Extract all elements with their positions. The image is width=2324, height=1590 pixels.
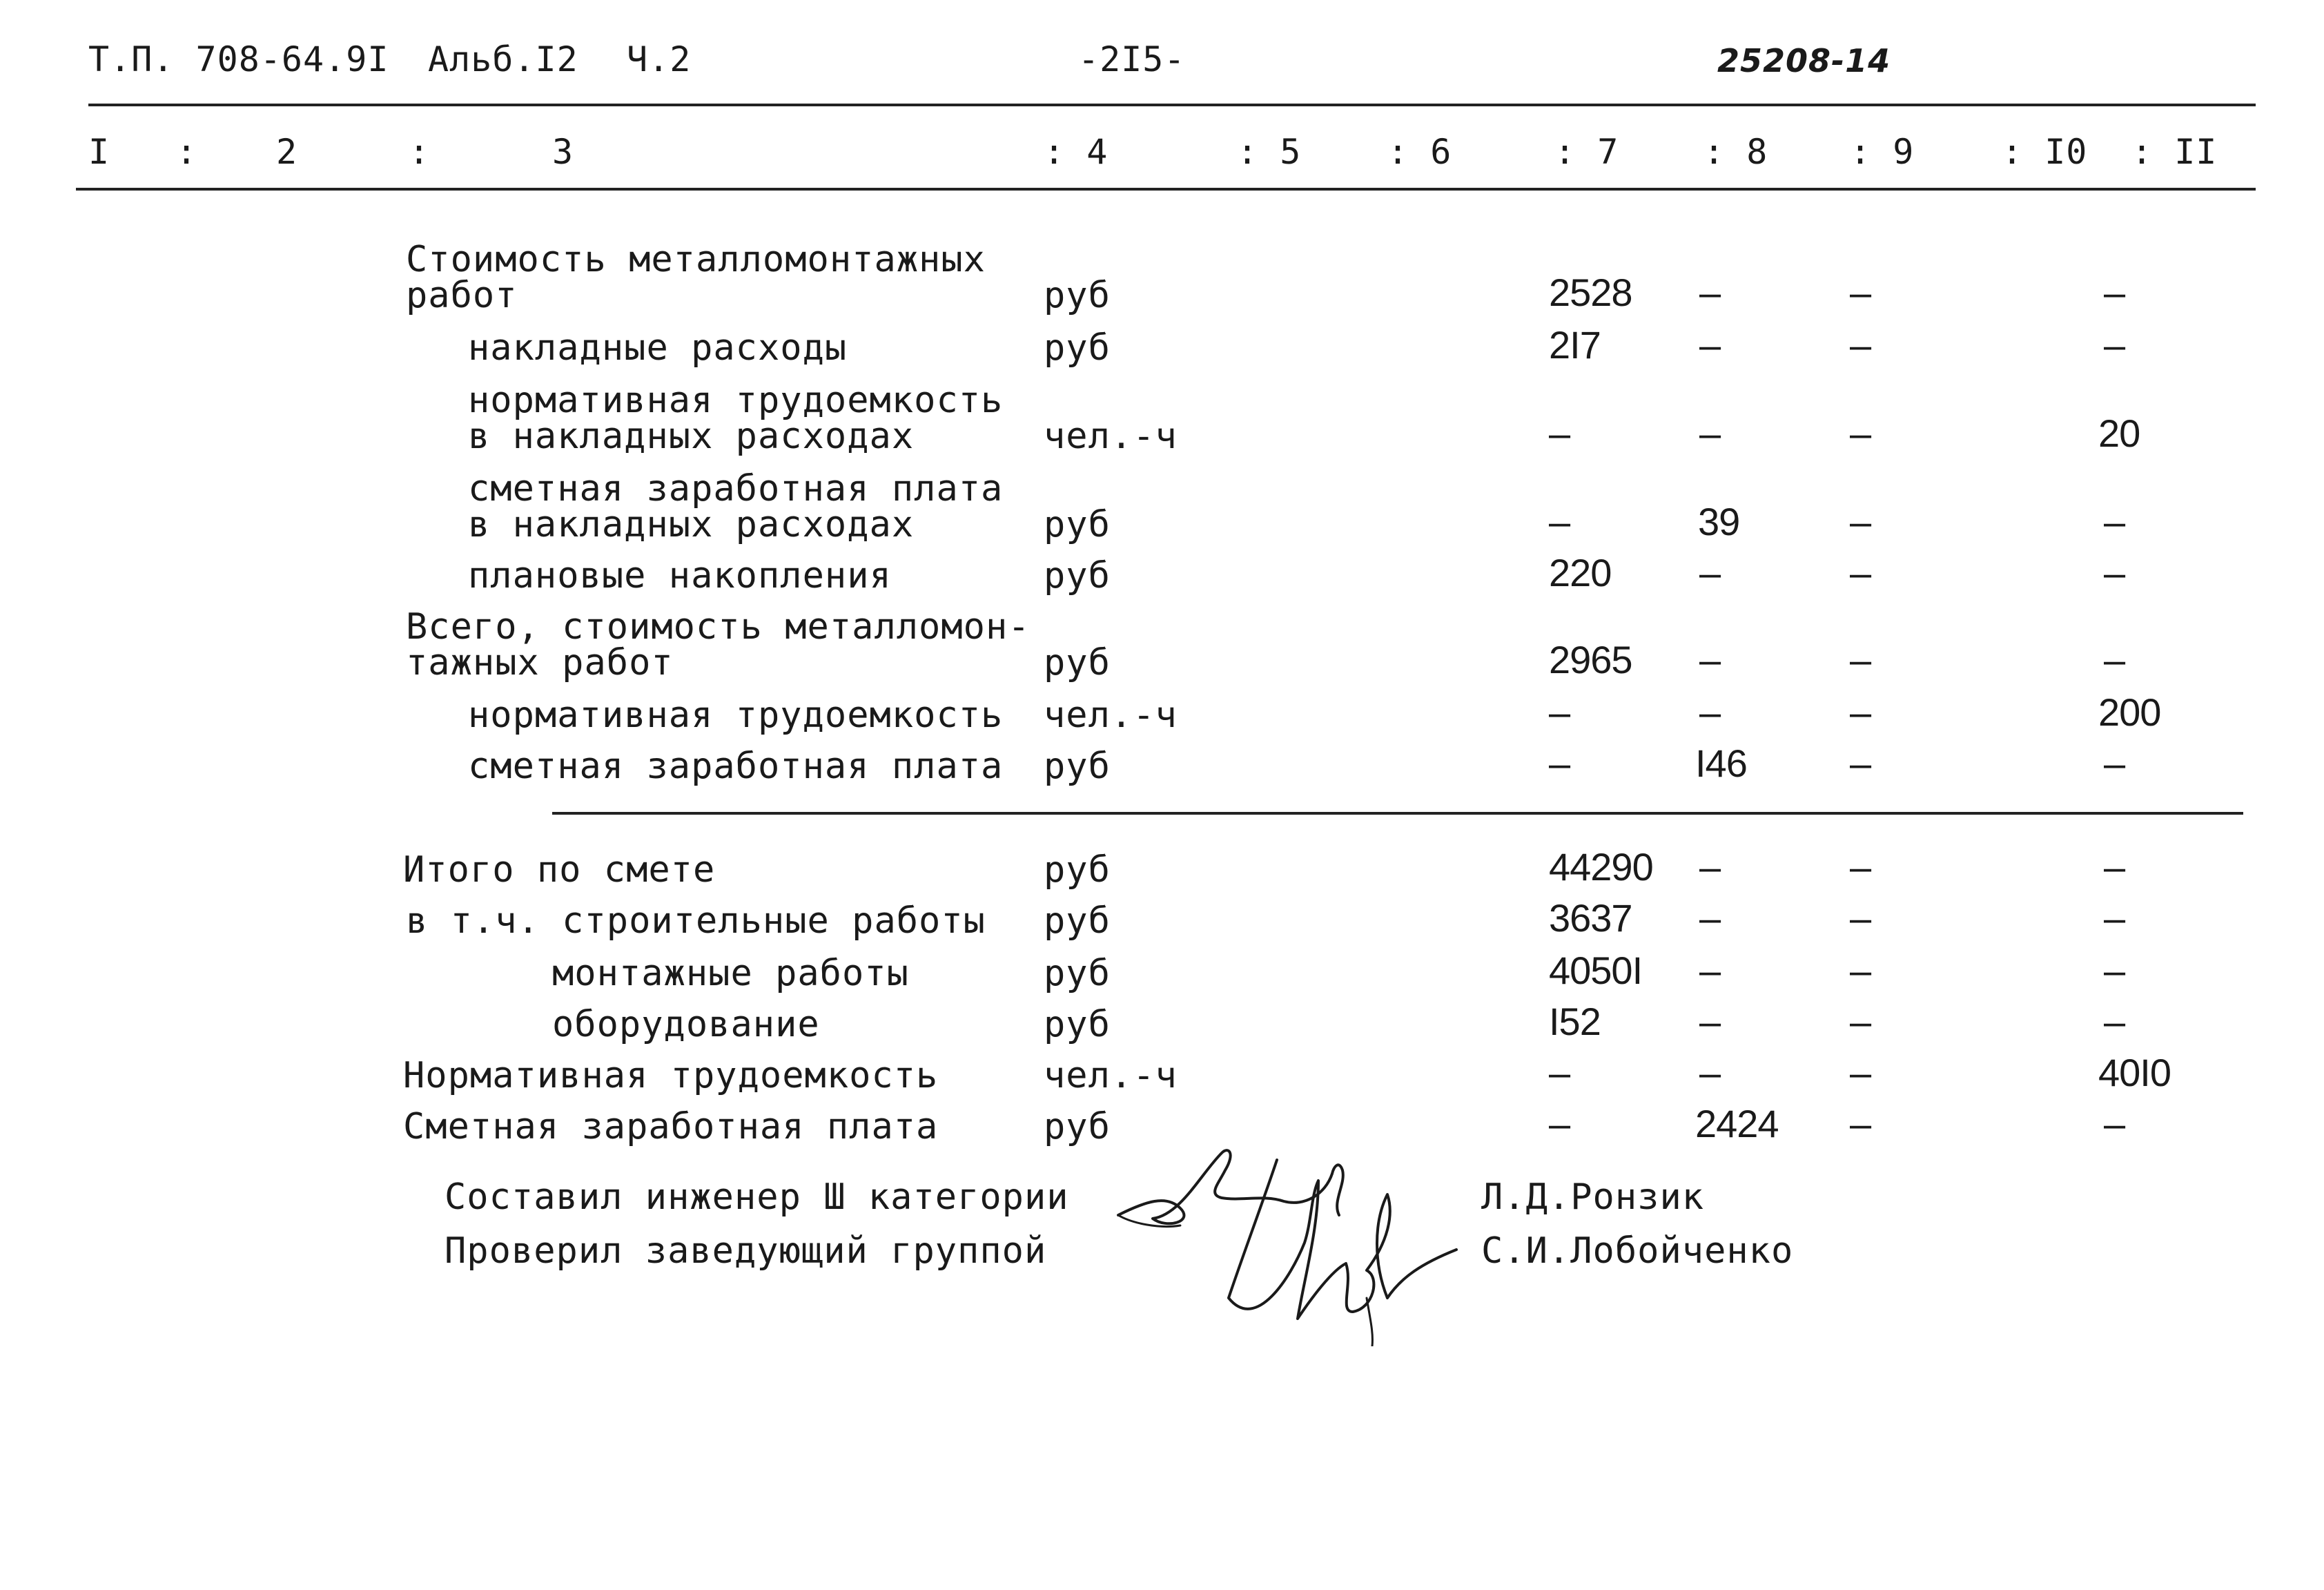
row-value-col11: 40I0 (2098, 1051, 2171, 1094)
row-value-col7: 220 (1549, 551, 1612, 594)
row-label: оборудование (552, 1004, 820, 1045)
row-value-col7: – (1549, 411, 1570, 455)
compiled-by-name: Л.Д.Ронзик (1481, 1176, 1705, 1218)
row-label: накладные расходы (468, 327, 848, 369)
row-value-col7: – (1549, 500, 1570, 543)
row-value-col11: 200 (2098, 690, 2161, 734)
row-unit: чел.-ч (1044, 1055, 1178, 1096)
row-value-col11: – (2104, 741, 2125, 785)
row-unit: руб (1044, 327, 1111, 369)
row-label-continued: работ (406, 275, 518, 316)
col-11: : II (2131, 132, 2218, 172)
row-value-col7: 2528 (1549, 271, 1632, 314)
col-7: : 7 (1554, 132, 1619, 172)
row-unit: руб (1044, 1106, 1111, 1147)
row-label: Сметная заработная плата (403, 1106, 939, 1147)
row-value-col8: – (1699, 896, 1721, 940)
row-unit: руб (1044, 849, 1111, 891)
row-value-col9: – (1850, 500, 1871, 543)
row-unit: чел.-ч (1044, 695, 1178, 736)
row-value-col8: 2424 (1695, 1102, 1779, 1145)
row-label-continued: в накладных расходах (468, 416, 915, 457)
row-label: Стоимость металломонтажных (406, 239, 986, 280)
row-unit: руб (1044, 900, 1111, 942)
row-unit: руб (1044, 746, 1111, 787)
row-value-col9: – (1850, 896, 1871, 940)
row-value-col11: – (2104, 551, 2125, 594)
row-value-col11: – (2104, 638, 2125, 681)
row-value-col8: – (1699, 949, 1721, 992)
col-4: : 4 (1044, 132, 1109, 172)
col-5: : 5 (1237, 132, 1302, 172)
col-sep: : (409, 132, 431, 172)
row-unit: чел.-ч (1044, 416, 1178, 457)
row-value-col11: – (2104, 845, 2125, 889)
header-rule-bottom (76, 188, 2256, 191)
row-value-col7: – (1549, 690, 1570, 734)
row-value-col11: – (2104, 323, 2125, 367)
row-unit: руб (1044, 275, 1111, 316)
row-unit: руб (1044, 555, 1111, 597)
row-value-col11: – (2104, 1000, 2125, 1043)
row-label-continued: тажных работ (406, 642, 674, 683)
row-unit: руб (1044, 1004, 1111, 1045)
row-value-col8: – (1699, 1000, 1721, 1043)
row-value-col8: – (1699, 411, 1721, 455)
row-label: нормативная трудоемкость (468, 380, 1004, 421)
row-label: Всего, стоимость металломон- (406, 606, 1031, 648)
col-2: 2 (276, 132, 298, 172)
row-value-col7: 3637 (1549, 896, 1632, 940)
row-value-col9: – (1850, 741, 1871, 785)
col-6: : 6 (1387, 132, 1452, 172)
row-value-col7: 4050I (1549, 949, 1643, 992)
row-value-col7: 2I7 (1549, 323, 1601, 367)
row-label: нормативная трудоемкость (468, 695, 1004, 736)
col-sep: : (176, 132, 198, 172)
row-value-col9: – (1850, 271, 1871, 314)
checked-by-role: Проверил заведующий группой (445, 1230, 1047, 1272)
col-8: : 8 (1703, 132, 1768, 172)
row-value-col8: – (1699, 271, 1721, 314)
row-value-col7: 2965 (1549, 638, 1632, 681)
row-value-col9: – (1850, 551, 1871, 594)
col-10: : I0 (2002, 132, 2088, 172)
row-value-col9: – (1850, 323, 1871, 367)
row-value-col9: – (1850, 690, 1871, 734)
header-rule-top (88, 104, 2256, 106)
compiled-by-role: Составил инженер Ш категории (445, 1176, 1069, 1218)
row-label-continued: в накладных расходах (468, 504, 915, 545)
row-value-col7: I52 (1549, 1000, 1601, 1043)
checked-by-name: С.И.Лобойченко (1481, 1230, 1794, 1272)
row-value-col9: – (1850, 1051, 1871, 1094)
row-value-col9: – (1850, 1000, 1871, 1043)
row-value-col11: – (2104, 1102, 2125, 1145)
row-label: монтажные работы (552, 953, 909, 994)
row-value-col8: – (1699, 551, 1721, 594)
row-unit: руб (1044, 504, 1111, 545)
row-value-col11: – (2104, 949, 2125, 992)
row-value-col8: – (1699, 323, 1721, 367)
row-value-col8: – (1699, 690, 1721, 734)
row-value-col11: 20 (2098, 411, 2140, 455)
row-value-col7: – (1549, 1102, 1570, 1145)
row-value-col7: – (1549, 741, 1570, 785)
row-value-col9: – (1850, 638, 1871, 681)
row-value-col9: – (1850, 949, 1871, 992)
row-label: сметная заработная плата (468, 468, 1004, 510)
doc-ref: Т.П. 708-64.9I (88, 39, 389, 79)
row-value-col9: – (1850, 1102, 1871, 1145)
row-unit: руб (1044, 642, 1111, 683)
row-value-col8: – (1699, 845, 1721, 889)
row-value-col11: – (2104, 896, 2125, 940)
row-unit: руб (1044, 953, 1111, 994)
section-divider (552, 812, 2243, 815)
album-label: Альб.I2 (428, 39, 578, 79)
row-value-col8: – (1699, 1051, 1721, 1094)
row-value-col8: 39 (1698, 500, 1740, 543)
page-number: -2I5- (1078, 39, 1186, 79)
col-1: I (88, 132, 110, 172)
row-value-col11: – (2104, 271, 2125, 314)
row-label: Итого по смете (403, 849, 716, 891)
inventory-number: 25208-14 (1717, 42, 1891, 79)
row-value-col11: – (2104, 500, 2125, 543)
row-label: Нормативная трудоемкость (403, 1055, 939, 1096)
col-9: : 9 (1850, 132, 1915, 172)
row-label: в т.ч. строительные работы (406, 900, 986, 942)
row-value-col9: – (1850, 411, 1871, 455)
row-value-col7: 44290 (1549, 845, 1653, 889)
row-value-col8: – (1699, 638, 1721, 681)
col-3: 3 (552, 132, 574, 172)
row-value-col9: – (1850, 845, 1871, 889)
row-value-col8: I46 (1695, 741, 1747, 785)
row-label: сметная заработная плата (468, 746, 1004, 787)
row-label: плановые накопления (468, 555, 892, 597)
row-value-col7: – (1549, 1051, 1570, 1094)
handwritten-signature-2 (1215, 1139, 1477, 1346)
part-label: Ч.2 (627, 39, 692, 79)
